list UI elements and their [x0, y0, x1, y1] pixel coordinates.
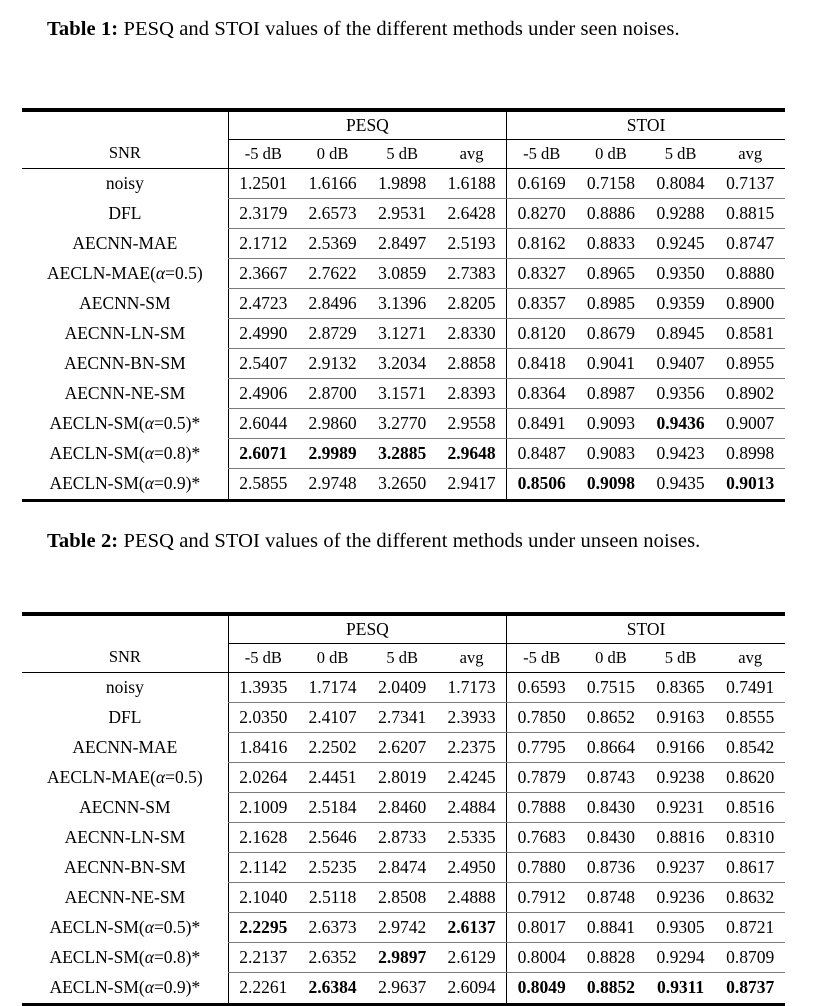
metric-cell: 0.7879 [507, 762, 577, 792]
metric-cell: 0.9288 [646, 198, 716, 228]
metric-cell: 0.9305 [646, 913, 716, 943]
table-2-group-pesq: PESQ [228, 616, 506, 643]
table-row [22, 409, 785, 439]
metric-cell: 0.8945 [646, 318, 716, 348]
metric-cell: 0.8365 [646, 672, 716, 702]
metric-cell: 2.7622 [298, 258, 368, 288]
metric-cell: 0.8743 [576, 762, 646, 792]
metric-cell: 0.9294 [646, 943, 716, 973]
table-2-body [22, 672, 785, 1003]
table-1 [22, 108, 785, 502]
metric-cell: 2.8700 [298, 379, 368, 409]
metric-cell: 0.9311 [656, 977, 705, 998]
metric-cell: 3.0859 [367, 258, 437, 288]
metric-cell: 0.8679 [576, 318, 646, 348]
metric-cell: 2.8019 [367, 762, 437, 792]
metric-cell: 2.5407 [228, 349, 298, 379]
metric-cell: 2.9417 [447, 473, 496, 494]
metric-cell: 2.1009 [228, 792, 298, 822]
metric-cell: 0.7880 [507, 853, 577, 883]
table-2-bottom-rule [22, 1003, 785, 1006]
metric-cell: 2.4990 [228, 318, 298, 348]
metric-cell: 0.8542 [715, 732, 785, 762]
metric-cell: 2.8330 [437, 318, 507, 348]
metric-cell: 2.9558 [437, 409, 507, 439]
metric-cell: 2.8496 [298, 288, 368, 318]
metric-cell: 0.8815 [715, 198, 785, 228]
table-1-grid [22, 112, 785, 499]
metric-cell: 0.8491 [507, 409, 577, 439]
metric-cell: 0.8617 [715, 853, 785, 883]
method-label: AECLN-SM(α=0.9)* [49, 977, 201, 998]
metric-cell: 0.8852 [586, 977, 636, 998]
metric-cell: 2.8733 [367, 822, 437, 852]
table-row [22, 732, 785, 762]
method-label: AECLN-SM(α=0.9)* [49, 473, 201, 494]
metric-cell: 2.2375 [437, 732, 507, 762]
metric-cell: 2.2137 [228, 943, 298, 973]
method-label: AECLN-MAE(α=0.5) [47, 766, 203, 787]
metric-cell: 2.2261 [228, 973, 298, 1003]
method-label: AECNN-NE-SM [64, 887, 186, 908]
metric-cell: 0.8162 [507, 228, 577, 258]
method-label: AECNN-BN-SM [64, 353, 186, 374]
metric-cell: 0.9236 [646, 883, 716, 913]
table-1-subheader-stoi-5: 5 dB [646, 139, 716, 168]
table-2-caption-text: PESQ and STOI values of the different methods under unseen noises. [118, 530, 701, 552]
metric-cell: 2.6373 [298, 913, 368, 943]
metric-cell: 0.8955 [715, 349, 785, 379]
table-row [22, 973, 785, 1003]
table-2-group-header-spacer [22, 616, 228, 643]
method-label: AECNN-LN-SM [64, 322, 186, 343]
metric-cell: 0.8430 [576, 792, 646, 822]
metric-cell: 0.9435 [656, 473, 705, 494]
metric-cell: 0.9407 [646, 349, 716, 379]
metric-cell: 2.8497 [367, 228, 437, 258]
metric-cell: 2.4888 [437, 883, 507, 913]
metric-cell: 0.8748 [576, 883, 646, 913]
table-2-row-header-label: SNR [22, 643, 228, 672]
metric-cell: 3.2650 [378, 473, 427, 494]
metric-cell: 2.0264 [228, 762, 298, 792]
metric-cell: 0.7137 [715, 168, 785, 198]
metric-cell: 0.7888 [507, 792, 577, 822]
metric-cell: 0.8965 [576, 258, 646, 288]
metric-cell: 2.2295 [228, 913, 298, 943]
method-label: AECNN-MAE [72, 232, 178, 253]
metric-cell: 0.9093 [576, 409, 646, 439]
metric-cell: 2.6428 [437, 198, 507, 228]
metric-cell: 2.9648 [437, 439, 507, 469]
metric-cell: 3.1271 [367, 318, 437, 348]
table-row [22, 439, 785, 469]
metric-cell: 1.2501 [228, 168, 298, 198]
method-label: AECLN-MAE(α=0.5) [47, 262, 203, 283]
metric-cell: 2.5235 [298, 853, 368, 883]
table-2-caption-label: Table 2: [47, 530, 119, 552]
metric-cell: 2.8393 [437, 379, 507, 409]
metric-cell: 1.6166 [298, 168, 368, 198]
metric-cell: 0.8828 [576, 943, 646, 973]
table-1-subheader-pesq-n5: -5 dB [228, 139, 298, 168]
table-row [22, 379, 785, 409]
metric-cell: 2.5855 [228, 469, 298, 499]
table-1-group-stoi: STOI [507, 112, 785, 139]
table-row [22, 943, 785, 973]
metric-cell: 2.9132 [298, 349, 368, 379]
table-1-subheader-pesq-0: 0 dB [298, 139, 368, 168]
table-1-subheader-pesq-5: 5 dB [367, 139, 437, 168]
metric-cell: 0.8816 [646, 822, 716, 852]
table-1-group-header-spacer [22, 112, 228, 139]
metric-cell: 2.4884 [437, 792, 507, 822]
table-1-bottom-rule [22, 499, 785, 502]
metric-cell: 2.8205 [437, 288, 507, 318]
metric-cell: 0.8120 [507, 318, 577, 348]
method-label: AECNN-SM [79, 796, 171, 817]
table-2-subheader-stoi-n5: -5 dB [507, 643, 577, 672]
metric-cell: 1.9898 [367, 168, 437, 198]
metric-cell: 0.9013 [726, 473, 775, 494]
table-row [22, 168, 785, 198]
metric-cell: 2.9897 [367, 943, 437, 973]
metric-cell: 3.2034 [367, 349, 437, 379]
metric-cell: 1.7174 [298, 672, 368, 702]
metric-cell: 2.1628 [228, 822, 298, 852]
table-1-caption [47, 15, 769, 44]
metric-cell: 0.7683 [507, 822, 577, 852]
table-1-body [22, 168, 785, 499]
metric-cell: 2.3933 [437, 702, 507, 732]
metric-cell: 2.8508 [367, 883, 437, 913]
metric-cell: 0.9163 [646, 702, 716, 732]
metric-cell: 0.8049 [507, 973, 577, 1003]
metric-cell: 0.8506 [507, 469, 577, 499]
metric-cell: 0.8664 [576, 732, 646, 762]
metric-cell: 0.7515 [576, 672, 646, 702]
table-2-subheader-stoi-avg: avg [715, 643, 785, 672]
metric-cell: 2.9531 [367, 198, 437, 228]
metric-cell: 0.8886 [576, 198, 646, 228]
metric-cell: 0.9083 [576, 439, 646, 469]
table-row [22, 258, 785, 288]
metric-cell: 0.9237 [646, 853, 716, 883]
metric-cell: 1.3935 [228, 672, 298, 702]
table-row [22, 883, 785, 913]
metric-cell: 2.6384 [308, 977, 357, 998]
metric-cell: 1.6188 [437, 168, 507, 198]
table-row [22, 318, 785, 348]
metric-cell: 2.1142 [228, 853, 298, 883]
metric-cell: 0.7491 [715, 672, 785, 702]
metric-cell: 2.9748 [308, 473, 357, 494]
metric-cell: 2.9742 [367, 913, 437, 943]
metric-cell: 2.5369 [298, 228, 368, 258]
metric-cell: 0.8987 [576, 379, 646, 409]
metric-cell: 2.3667 [228, 258, 298, 288]
metric-cell: 0.9245 [646, 228, 716, 258]
metric-cell: 0.8900 [715, 288, 785, 318]
metric-cell: 0.9359 [646, 288, 716, 318]
metric-cell: 2.6137 [437, 913, 507, 943]
metric-cell: 0.8084 [646, 168, 716, 198]
metric-cell: 2.5335 [437, 822, 507, 852]
metric-cell: 0.8270 [507, 198, 577, 228]
metric-cell: 2.6352 [298, 943, 368, 973]
metric-cell: 0.8841 [576, 913, 646, 943]
table-row [22, 702, 785, 732]
metric-cell: 0.8902 [715, 379, 785, 409]
table-2-subheader-stoi-5: 5 dB [646, 643, 716, 672]
table-2 [22, 612, 785, 1006]
metric-cell: 0.8017 [507, 913, 577, 943]
table-1-subheader-stoi-avg: avg [715, 139, 785, 168]
metric-cell: 2.2502 [298, 732, 368, 762]
metric-cell: 3.2770 [367, 409, 437, 439]
table-1-subheader-row [22, 139, 785, 168]
table-row [22, 349, 785, 379]
table-2-subheader-row [22, 643, 785, 672]
metric-cell: 3.1571 [367, 379, 437, 409]
table-2-subheader-pesq-5: 5 dB [367, 643, 437, 672]
table-1-subheader-stoi-0: 0 dB [576, 139, 646, 168]
method-label: AECNN-BN-SM [64, 857, 186, 878]
table-row [22, 469, 785, 499]
metric-cell: 2.8729 [298, 318, 368, 348]
metric-cell: 0.8581 [715, 318, 785, 348]
metric-cell: 2.0350 [228, 702, 298, 732]
metric-cell: 0.8620 [715, 762, 785, 792]
metric-cell: 0.8985 [576, 288, 646, 318]
table-1-group-header-row [22, 112, 785, 139]
table-2-grid [22, 616, 785, 1003]
metric-cell: 0.8736 [576, 853, 646, 883]
metric-cell: 0.8880 [715, 258, 785, 288]
metric-cell: 0.8652 [576, 702, 646, 732]
metric-cell: 2.5193 [437, 228, 507, 258]
table-1-row-header-label: SNR [22, 139, 228, 168]
table-row [22, 913, 785, 943]
table-row [22, 288, 785, 318]
metric-cell: 0.9041 [576, 349, 646, 379]
method-label: DFL [108, 202, 142, 223]
metric-cell: 2.6094 [447, 977, 496, 998]
metric-cell: 2.8460 [367, 792, 437, 822]
method-label: AECNN-NE-SM [64, 383, 186, 404]
table-row [22, 672, 785, 702]
metric-cell: 2.9637 [378, 977, 427, 998]
table-2-head [22, 616, 785, 672]
table-2-caption [47, 527, 769, 556]
method-label: AECNN-LN-SM [64, 826, 186, 847]
metric-cell: 0.7850 [507, 702, 577, 732]
metric-cell: 2.8474 [367, 853, 437, 883]
method-label: AECNN-MAE [72, 736, 178, 757]
metric-cell: 0.8833 [576, 228, 646, 258]
metric-cell: 0.6593 [507, 672, 577, 702]
method-label: DFL [108, 706, 142, 727]
metric-cell: 0.8516 [715, 792, 785, 822]
table-1-caption-text: PESQ and STOI values of the different methods under seen noises. [118, 18, 680, 40]
metric-cell: 0.8747 [715, 228, 785, 258]
metric-cell: 2.4723 [228, 288, 298, 318]
metric-cell: 0.9356 [646, 379, 716, 409]
metric-cell: 2.4906 [228, 379, 298, 409]
table-2-group-stoi: STOI [507, 616, 785, 643]
metric-cell: 0.9098 [586, 473, 636, 494]
metric-cell: 2.4107 [298, 702, 368, 732]
metric-cell: 0.9423 [646, 439, 716, 469]
metric-cell: 2.1712 [228, 228, 298, 258]
metric-cell: 2.9860 [298, 409, 368, 439]
table-row [22, 822, 785, 852]
table-2-subheader-pesq-0: 0 dB [298, 643, 368, 672]
metric-cell: 2.4451 [298, 762, 368, 792]
method-label: AECNN-SM [79, 292, 171, 313]
metric-cell: 2.5646 [298, 822, 368, 852]
metric-cell: 2.6207 [367, 732, 437, 762]
metric-cell: 0.8487 [507, 439, 577, 469]
metric-cell: 2.7341 [367, 702, 437, 732]
table-2-subheader-pesq-n5: -5 dB [228, 643, 298, 672]
metric-cell: 2.9989 [298, 439, 368, 469]
metric-cell: 2.4245 [437, 762, 507, 792]
metric-cell: 2.7383 [437, 258, 507, 288]
method-label: noisy [105, 676, 144, 697]
table-row [22, 792, 785, 822]
table-1-subheader-pesq-avg: avg [437, 139, 507, 168]
table-1-head [22, 112, 785, 168]
metric-cell: 0.8430 [576, 822, 646, 852]
table-2-subheader-pesq-avg: avg [437, 643, 507, 672]
metric-cell: 0.6169 [507, 168, 577, 198]
metric-cell: 2.6573 [298, 198, 368, 228]
metric-cell: 0.7912 [507, 883, 577, 913]
table-1-group-pesq: PESQ [228, 112, 506, 139]
metric-cell: 0.8364 [507, 379, 577, 409]
metric-cell: 1.7173 [437, 672, 507, 702]
metric-cell: 2.1040 [228, 883, 298, 913]
metric-cell: 2.0409 [367, 672, 437, 702]
metric-cell: 2.4950 [437, 853, 507, 883]
metric-cell: 0.9007 [715, 409, 785, 439]
metric-cell: 3.1396 [367, 288, 437, 318]
metric-cell: 2.5118 [298, 883, 368, 913]
table-row [22, 228, 785, 258]
table-1-subheader-stoi-n5: -5 dB [507, 139, 577, 168]
method-label: AECLN-SM(α=0.8)* [49, 947, 201, 968]
metric-cell: 2.6129 [437, 943, 507, 973]
metric-cell: 0.7158 [576, 168, 646, 198]
metric-cell: 0.8418 [507, 349, 577, 379]
metric-cell: 0.9238 [646, 762, 716, 792]
metric-cell: 0.8632 [715, 883, 785, 913]
table-2-group-header-row [22, 616, 785, 643]
metric-cell: 0.8555 [715, 702, 785, 732]
table-row [22, 853, 785, 883]
metric-cell: 0.9231 [646, 792, 716, 822]
method-label: AECLN-SM(α=0.5)* [49, 413, 201, 434]
metric-cell: 0.7795 [507, 732, 577, 762]
metric-cell: 1.8416 [228, 732, 298, 762]
table-row [22, 198, 785, 228]
metric-cell: 2.6044 [228, 409, 298, 439]
metric-cell: 2.3179 [228, 198, 298, 228]
metric-cell: 2.5184 [298, 792, 368, 822]
metric-cell: 0.9350 [646, 258, 716, 288]
metric-cell: 0.8737 [726, 977, 775, 998]
metric-cell: 0.9166 [646, 732, 716, 762]
table-2-subheader-stoi-0: 0 dB [576, 643, 646, 672]
table-row [22, 762, 785, 792]
metric-cell: 2.6071 [228, 439, 298, 469]
metric-cell: 0.8310 [715, 822, 785, 852]
metric-cell: 0.8709 [715, 943, 785, 973]
metric-cell: 0.8998 [715, 439, 785, 469]
metric-cell: 0.9436 [646, 409, 716, 439]
metric-cell: 3.2885 [367, 439, 437, 469]
method-label: AECLN-SM(α=0.8)* [49, 443, 201, 464]
method-label: noisy [105, 172, 144, 193]
table-1-caption-label: Table 1: [47, 18, 119, 40]
metric-cell: 0.8327 [507, 258, 577, 288]
metric-cell: 0.8004 [507, 943, 577, 973]
metric-cell: 0.8357 [507, 288, 577, 318]
metric-cell: 0.8721 [715, 913, 785, 943]
method-label: AECLN-SM(α=0.5)* [49, 917, 201, 938]
metric-cell: 2.8858 [437, 349, 507, 379]
